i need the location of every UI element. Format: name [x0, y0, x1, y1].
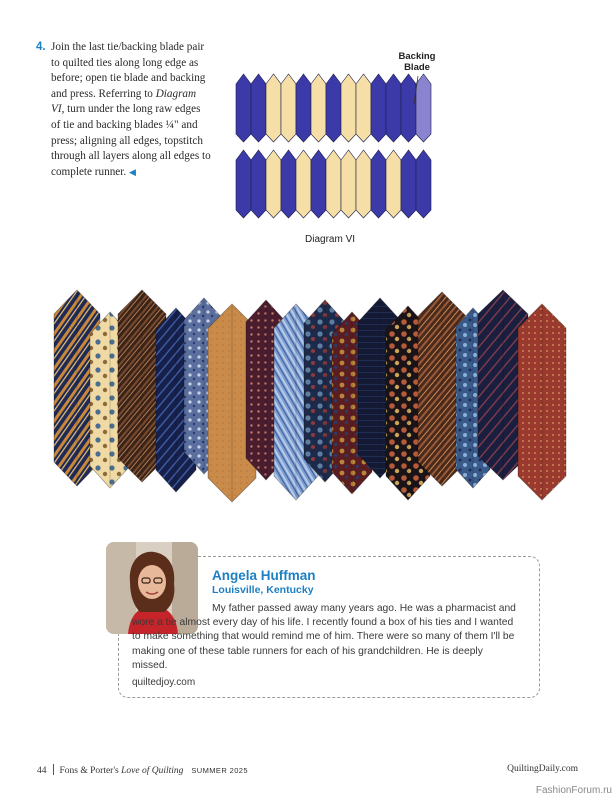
- tie-blade-shape: [266, 74, 281, 142]
- tie-blade-shape: [326, 74, 341, 142]
- step-number: 4.: [36, 41, 46, 53]
- tie-blade-shape: [341, 74, 356, 142]
- tie-blade-shape: [311, 74, 326, 142]
- tie-blade-shape: [371, 150, 386, 218]
- diagram-vi: [234, 46, 434, 231]
- magazine-name-part-1: Fons & Porter's: [59, 766, 122, 776]
- backing-label-line-1: Backing: [398, 51, 436, 62]
- tie-blade-shape: [251, 74, 266, 142]
- tie-blade-shape: [341, 150, 356, 218]
- tie-blade-shape: [236, 74, 251, 142]
- magazine-name: [60, 766, 184, 776]
- step-text-part-2: , turn under the long raw edges of tie and backing blades ¼" and press; aligning all edges, topstitch through all layers along all edges to complete runner.: [51, 103, 211, 178]
- tie-blade-shape: [251, 150, 266, 218]
- diagram-reference: Diagram VI: [51, 87, 197, 116]
- backing-blade-shape: [416, 74, 431, 142]
- tie-blade-shape: [386, 74, 401, 142]
- tie-blade-shape: [281, 74, 296, 142]
- quote-text: My father passed away many years ago. He was a pharmacist and wore a tie almost every day of his life. I recently found a box of his ties and I wanted to make something that would remind me of him. There were so many of them I'll be making one of these table runners for each of his grandchildren. He is deeply missed.: [132, 603, 516, 671]
- tie-blade-shape: [236, 150, 251, 218]
- footer-divider: [53, 764, 54, 775]
- tie-blade-shape: [311, 150, 326, 218]
- tie-blade-shape: [356, 150, 371, 218]
- tie-blade-shape: [266, 150, 281, 218]
- magazine-name-part-2: Love of Quilting: [121, 766, 184, 776]
- author-quote: [132, 602, 520, 673]
- tie-blade-shape: [401, 150, 416, 218]
- tie-blade-shape: [326, 150, 341, 218]
- tie-blade-shape: [356, 74, 371, 142]
- tie-blade-shape: [281, 150, 296, 218]
- tie-blade-shape: [386, 150, 401, 218]
- backing-label-line-2: Blade: [404, 62, 430, 73]
- author-name: Angela Huffman: [212, 568, 316, 583]
- footer-site[interactable]: QuiltingDaily.com: [507, 764, 578, 774]
- step-4-instructions: [37, 40, 212, 180]
- tie-blade-shape: [401, 74, 416, 142]
- tie-runner-photo: [52, 282, 570, 504]
- author-location: Louisville, Kentucky: [212, 584, 314, 596]
- tie-blade-shape: [296, 74, 311, 142]
- tie-blade-shape: [296, 150, 311, 218]
- page-number: 44: [37, 766, 47, 776]
- tie-blade-shape: [371, 74, 386, 142]
- end-mark-icon: ◀: [128, 166, 136, 177]
- step-text: [51, 40, 212, 180]
- diagram-caption: Diagram VI: [305, 234, 356, 245]
- watermark: FashionForum.ru: [535, 785, 612, 796]
- step-text-part-1: Join the last tie/backing blade pair to quilted ties along long edge as before; open tie blade and backing and press. Referring to: [51, 41, 206, 100]
- tie-blade-shape: [416, 150, 431, 218]
- issue-label: SUMMER 2025: [191, 766, 248, 775]
- page-footer: [37, 764, 248, 776]
- backing-blade-label: [389, 51, 445, 73]
- author-website-link[interactable]: quiltedjoy.com: [132, 677, 196, 688]
